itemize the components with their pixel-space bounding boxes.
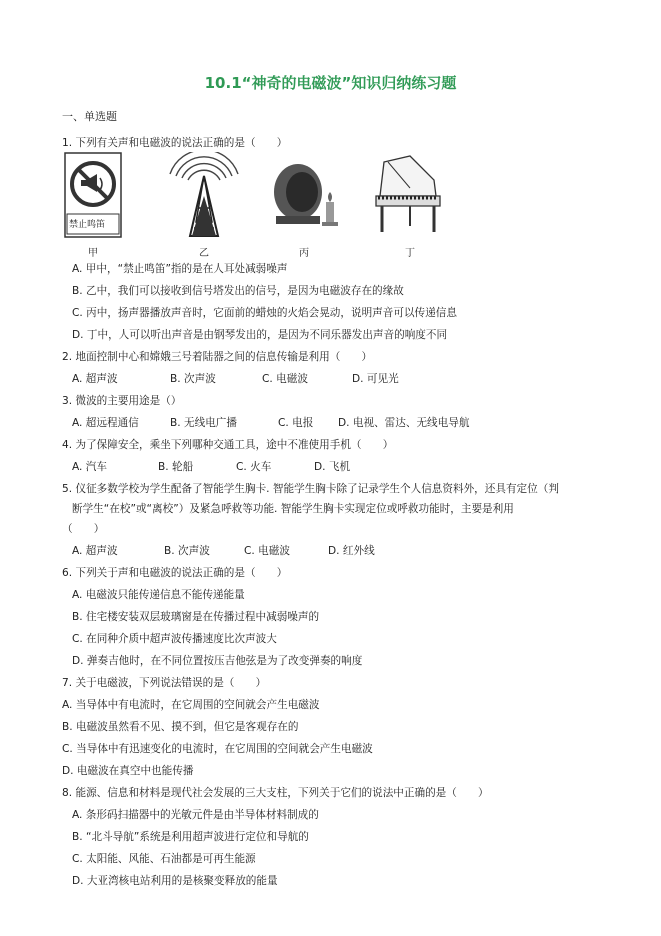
caption-bing: 丙 — [299, 248, 309, 259]
q7-option-b: B. 电磁波虽然看不见、摸不到，但它是客观存在的 — [62, 721, 299, 733]
q4-option-c: C. 火车 — [236, 461, 272, 473]
question-7-stem: 7. 关于电磁波，下列说法错误的是（ ） — [62, 677, 267, 689]
q2-option-a: A. 超声波 — [72, 373, 118, 385]
caption-yi: 乙 — [199, 248, 209, 259]
question-5-stem-line3: （ ） — [62, 523, 105, 535]
q8-option-a: A. 条形码扫描器中的光敏元件是由半导体材料制成的 — [72, 809, 319, 821]
speaker-candle-icon — [268, 152, 340, 240]
q3-option-a: A. 超远程通信 — [72, 417, 139, 429]
signal-tower-icon — [168, 152, 240, 240]
caption-ding: 丁 — [405, 248, 415, 259]
q4-option-d: D. 飞机 — [314, 461, 351, 473]
q3-option-c: C. 电报 — [278, 417, 314, 429]
piano-icon — [370, 152, 450, 240]
question-1-stem: 1. 下列有关声和电磁波的说法正确的是（ ） — [62, 137, 288, 149]
q7-option-d: D. 电磁波在真空中也能传播 — [62, 765, 194, 777]
question-2-stem: 2. 地面控制中心和嫦娥三号着陆器之间的信息传输是利用（ ） — [62, 351, 373, 363]
q7-option-c: C. 当导体中有迅速变化的电流时，在它周围的空间就会产生电磁波 — [62, 743, 373, 755]
question-4-stem: 4. 为了保障安全，乘坐下列哪种交通工具，途中不准使用手机（ ） — [62, 439, 394, 451]
q4-option-b: B. 轮船 — [158, 461, 194, 473]
q5-option-b: B. 次声波 — [164, 545, 210, 557]
q5-option-c: C. 电磁波 — [244, 545, 290, 557]
q6-option-a: A. 电磁波只能传递信息不能传递能量 — [72, 589, 245, 601]
q3-option-d: D. 电视、雷达、无线电导航 — [338, 417, 470, 429]
q8-option-b: B. “北斗导航”系统是利用超声波进行定位和导航的 — [72, 831, 309, 843]
q3-option-b: B. 无线电广播 — [170, 417, 237, 429]
question-5-stem-line1: 5. 仪征多数学校为学生配备了智能学生胸卡. 智能学生胸卡除了记录学生个人信息资料外，还具有定位（判 — [62, 483, 559, 495]
q1-option-a: A. 甲中，“禁止鸣笛”指的是在人耳处减弱噪声 — [72, 263, 288, 275]
q6-option-b: B. 住宅楼安装双层玻璃窗是在传播过程中减弱噪声的 — [72, 611, 320, 623]
section-heading: 一、单选题 — [62, 110, 117, 123]
q8-option-c: C. 太阳能、风能、石油都是可再生能源 — [72, 853, 256, 865]
question-6-stem: 6. 下列关于声和电磁波的说法正确的是（ ） — [62, 567, 288, 579]
page-title: 10.1“神奇的电磁波”知识归纳练习题 — [204, 74, 457, 92]
q6-option-c: C. 在同种介质中超声波传播速度比次声波大 — [72, 633, 277, 645]
q1-option-c: C. 丙中，扬声器播放声音时，它面前的蜡烛的火焰会晃动，说明声音可以传递信息 — [72, 307, 457, 319]
q7-option-a: A. 当导体中有电流时，在它周围的空间就会产生电磁波 — [62, 699, 320, 711]
q1-option-b: B. 乙中，我们可以接收到信号塔发出的信号，是因为电磁波存在的缘故 — [72, 285, 404, 297]
q4-option-a: A. 汽车 — [72, 461, 107, 473]
q5-option-d: D. 红外线 — [328, 545, 375, 557]
q8-option-d: D. 大亚湾核电站利用的是核聚变释放的能量 — [72, 875, 278, 887]
question-5-stem-line2: 断学生“在校”或“离校”）及紧急呼救等功能. 智能学生胸卡实现定位或呼救功能时，主要是利用 — [72, 503, 514, 515]
q2-option-b: B. 次声波 — [170, 373, 216, 385]
question-8-stem: 8. 能源、信息和材料是现代社会发展的三大支柱，下列关于它们的说法中正确的是（ ） — [62, 787, 489, 799]
question-3-stem: 3. 微波的主要用途是（） — [62, 395, 182, 407]
q1-option-d: D. 丁中，人可以听出声音是由钢琴发出的，是因为不同乐器发出声音的响度不同 — [72, 329, 448, 341]
caption-jia: 甲 — [88, 248, 98, 259]
q2-option-d: D. 可见光 — [352, 373, 399, 385]
q6-option-d: D. 弹奏吉他时，在不同位置按压吉他弦是为了改变弹奏的响度 — [72, 655, 363, 667]
q2-option-c: C. 电磁波 — [262, 373, 308, 385]
q5-option-a: A. 超声波 — [72, 545, 118, 557]
sign-text: 禁止鸣笛 — [69, 220, 106, 230]
